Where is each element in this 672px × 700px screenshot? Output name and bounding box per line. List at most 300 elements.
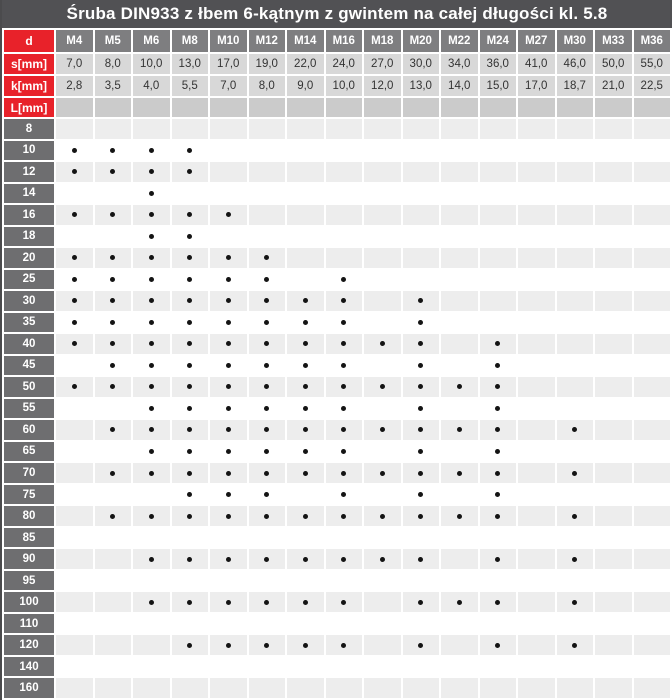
availability-cell-M22-L20 xyxy=(441,248,478,268)
availability-cell-M14-L30 xyxy=(287,291,324,311)
k-value-M22: 14,0 xyxy=(441,76,478,96)
availability-cell-M24-L110 xyxy=(480,614,517,634)
availability-cell-M36-L30 xyxy=(634,291,671,311)
availability-cell-M36-L140 xyxy=(634,657,671,677)
availability-cell-M33-L75 xyxy=(595,485,632,505)
availability-cell-M16-L70 xyxy=(326,463,363,483)
l-label: L[mm] xyxy=(4,98,54,117)
availability-dot-icon xyxy=(226,255,231,260)
availability-dot-icon xyxy=(418,449,423,454)
availability-cell-M22-L25 xyxy=(441,270,478,290)
availability-cell-M8-L35 xyxy=(172,313,209,333)
availability-dot-icon xyxy=(264,427,269,432)
size-header-M5: M5 xyxy=(95,30,132,52)
availability-cell-M4-L120 xyxy=(56,635,93,655)
availability-dot-icon xyxy=(226,320,231,325)
length-label-160: 160 xyxy=(4,678,54,698)
availability-cell-M12-L160 xyxy=(249,678,286,698)
availability-cell-M14-L60 xyxy=(287,420,324,440)
availability-dot-icon xyxy=(341,471,346,476)
availability-cell-M20-L45 xyxy=(403,356,440,376)
availability-cell-M30-L110 xyxy=(557,614,594,634)
availability-cell-M16-L16 xyxy=(326,205,363,225)
availability-cell-M30-L35 xyxy=(557,313,594,333)
availability-cell-M6-L65 xyxy=(133,442,170,462)
availability-cell-M20-L12 xyxy=(403,162,440,182)
availability-dot-icon xyxy=(264,492,269,497)
k-dimension-row xyxy=(4,76,670,96)
availability-cell-M33-L16 xyxy=(595,205,632,225)
availability-cell-M18-L60 xyxy=(364,420,401,440)
availability-dot-icon xyxy=(187,255,192,260)
availability-cell-M22-L10 xyxy=(441,141,478,161)
availability-cell-M14-L25 xyxy=(287,270,324,290)
availability-dot-icon xyxy=(72,320,77,325)
availability-cell-M22-L55 xyxy=(441,399,478,419)
availability-cell-M33-L40 xyxy=(595,334,632,354)
availability-cell-M24-L14 xyxy=(480,184,517,204)
availability-cell-M33-L120 xyxy=(595,635,632,655)
availability-dot-icon xyxy=(149,427,154,432)
availability-cell-M14-L40 xyxy=(287,334,324,354)
s-value-M14: 22,0 xyxy=(287,54,324,74)
availability-dot-icon xyxy=(341,406,346,411)
availability-cell-M8-L20 xyxy=(172,248,209,268)
availability-cell-M30-L20 xyxy=(557,248,594,268)
availability-cell-M4-L14 xyxy=(56,184,93,204)
availability-cell-M12-L8 xyxy=(249,119,286,139)
availability-cell-M30-L18 xyxy=(557,227,594,247)
availability-cell-M5-L100 xyxy=(95,592,132,612)
availability-dot-icon xyxy=(303,363,308,368)
availability-cell-M16-L30 xyxy=(326,291,363,311)
availability-dot-icon xyxy=(572,557,577,562)
k-value-M6: 4,0 xyxy=(133,76,170,96)
availability-cell-M20-L80 xyxy=(403,506,440,526)
availability-cell-M8-L85 xyxy=(172,528,209,548)
availability-cell-M8-L110 xyxy=(172,614,209,634)
availability-cell-M18-L160 xyxy=(364,678,401,698)
availability-dot-icon xyxy=(572,600,577,605)
availability-cell-M10-L25 xyxy=(210,270,247,290)
availability-dot-icon xyxy=(572,427,577,432)
availability-dot-icon xyxy=(495,600,500,605)
availability-cell-M8-L50 xyxy=(172,377,209,397)
s-value-M33: 50,0 xyxy=(595,54,632,74)
availability-dot-icon xyxy=(418,320,423,325)
availability-cell-M36-L14 xyxy=(634,184,671,204)
availability-cell-M33-L50 xyxy=(595,377,632,397)
availability-cell-M12-L120 xyxy=(249,635,286,655)
availability-cell-M33-L30 xyxy=(595,291,632,311)
availability-dot-icon xyxy=(418,406,423,411)
availability-cell-M10-L12 xyxy=(210,162,247,182)
availability-cell-M14-L55 xyxy=(287,399,324,419)
availability-cell-M33-L25 xyxy=(595,270,632,290)
availability-dot-icon xyxy=(149,600,154,605)
availability-cell-M8-L25 xyxy=(172,270,209,290)
s-value-M8: 13,0 xyxy=(172,54,209,74)
size-header-M6: M6 xyxy=(133,30,170,52)
availability-cell-M22-L14 xyxy=(441,184,478,204)
availability-cell-M5-L20 xyxy=(95,248,132,268)
availability-dot-icon xyxy=(495,557,500,562)
s-label: s[mm] xyxy=(4,54,54,74)
availability-cell-M10-L85 xyxy=(210,528,247,548)
availability-dot-icon xyxy=(226,427,231,432)
availability-dot-icon xyxy=(149,384,154,389)
availability-cell-M5-L50 xyxy=(95,377,132,397)
availability-cell-M24-L8 xyxy=(480,119,517,139)
availability-dot-icon xyxy=(495,492,500,497)
availability-cell-M10-L18 xyxy=(210,227,247,247)
availability-cell-M30-L120 xyxy=(557,635,594,655)
availability-cell-M5-L110 xyxy=(95,614,132,634)
availability-cell-M8-L14 xyxy=(172,184,209,204)
availability-cell-M4-L80 xyxy=(56,506,93,526)
availability-cell-M18-L14 xyxy=(364,184,401,204)
size-header-M16: M16 xyxy=(326,30,363,52)
availability-dot-icon xyxy=(110,277,115,282)
l-header-cell xyxy=(518,98,555,117)
availability-dot-icon xyxy=(72,298,77,303)
availability-dot-icon xyxy=(418,643,423,648)
availability-cell-M22-L12 xyxy=(441,162,478,182)
availability-cell-M18-L45 xyxy=(364,356,401,376)
availability-cell-M30-L10 xyxy=(557,141,594,161)
length-row-70 xyxy=(4,463,670,483)
availability-dot-icon xyxy=(187,471,192,476)
availability-cell-M8-L16 xyxy=(172,205,209,225)
availability-cell-M16-L110 xyxy=(326,614,363,634)
l-header-cell xyxy=(595,98,632,117)
availability-dot-icon xyxy=(226,212,231,217)
availability-cell-M24-L140 xyxy=(480,657,517,677)
availability-cell-M12-L90 xyxy=(249,549,286,569)
availability-dot-icon xyxy=(380,514,385,519)
availability-cell-M36-L90 xyxy=(634,549,671,569)
length-row-95 xyxy=(4,571,670,591)
availability-cell-M12-L65 xyxy=(249,442,286,462)
page-title: Śruba DIN933 z łbem 6-kątnym z gwintem na całej długości kl. 5.8 xyxy=(2,0,672,28)
l-header-cell xyxy=(210,98,247,117)
l-header-cell xyxy=(403,98,440,117)
availability-dot-icon xyxy=(187,234,192,239)
availability-cell-M5-L10 xyxy=(95,141,132,161)
availability-dot-icon xyxy=(303,449,308,454)
k-value-M12: 8,0 xyxy=(249,76,286,96)
availability-cell-M27-L40 xyxy=(518,334,555,354)
length-label-70: 70 xyxy=(4,463,54,483)
availability-cell-M6-L50 xyxy=(133,377,170,397)
availability-cell-M16-L100 xyxy=(326,592,363,612)
availability-cell-M6-L18 xyxy=(133,227,170,247)
l-header-cell xyxy=(56,98,93,117)
availability-cell-M36-L25 xyxy=(634,270,671,290)
availability-cell-M10-L14 xyxy=(210,184,247,204)
availability-cell-M20-L8 xyxy=(403,119,440,139)
availability-cell-M24-L160 xyxy=(480,678,517,698)
availability-cell-M10-L8 xyxy=(210,119,247,139)
s-value-M6: 10,0 xyxy=(133,54,170,74)
availability-cell-M12-L18 xyxy=(249,227,286,247)
availability-dot-icon xyxy=(572,471,577,476)
k-value-M18: 12,0 xyxy=(364,76,401,96)
availability-cell-M12-L70 xyxy=(249,463,286,483)
availability-cell-M12-L14 xyxy=(249,184,286,204)
availability-cell-M20-L90 xyxy=(403,549,440,569)
k-value-M27: 17,0 xyxy=(518,76,555,96)
availability-cell-M16-L65 xyxy=(326,442,363,462)
availability-cell-M24-L80 xyxy=(480,506,517,526)
size-header-M36: M36 xyxy=(634,30,671,52)
availability-dot-icon xyxy=(303,341,308,346)
availability-cell-M36-L18 xyxy=(634,227,671,247)
availability-dot-icon xyxy=(341,514,346,519)
availability-cell-M10-L110 xyxy=(210,614,247,634)
availability-cell-M10-L50 xyxy=(210,377,247,397)
availability-dot-icon xyxy=(264,449,269,454)
k-value-M36: 22,5 xyxy=(634,76,671,96)
availability-cell-M20-L70 xyxy=(403,463,440,483)
availability-cell-M5-L25 xyxy=(95,270,132,290)
availability-cell-M16-L50 xyxy=(326,377,363,397)
availability-dot-icon xyxy=(149,191,154,196)
availability-cell-M27-L16 xyxy=(518,205,555,225)
availability-cell-M5-L35 xyxy=(95,313,132,333)
availability-cell-M8-L40 xyxy=(172,334,209,354)
availability-cell-M4-L40 xyxy=(56,334,93,354)
availability-dot-icon xyxy=(72,212,77,217)
availability-cell-M12-L40 xyxy=(249,334,286,354)
availability-cell-M24-L70 xyxy=(480,463,517,483)
availability-cell-M8-L45 xyxy=(172,356,209,376)
availability-cell-M6-L45 xyxy=(133,356,170,376)
availability-cell-M30-L25 xyxy=(557,270,594,290)
availability-dot-icon xyxy=(187,341,192,346)
availability-cell-M8-L30 xyxy=(172,291,209,311)
availability-dot-icon xyxy=(187,212,192,217)
availability-cell-M27-L60 xyxy=(518,420,555,440)
availability-dot-icon xyxy=(418,514,423,519)
availability-cell-M16-L12 xyxy=(326,162,363,182)
availability-cell-M8-L80 xyxy=(172,506,209,526)
availability-cell-M4-L100 xyxy=(56,592,93,612)
availability-cell-M4-L55 xyxy=(56,399,93,419)
availability-cell-M6-L70 xyxy=(133,463,170,483)
availability-cell-M33-L18 xyxy=(595,227,632,247)
availability-cell-M30-L12 xyxy=(557,162,594,182)
availability-dot-icon xyxy=(457,427,462,432)
availability-cell-M36-L80 xyxy=(634,506,671,526)
l-header-cell xyxy=(326,98,363,117)
availability-cell-M16-L120 xyxy=(326,635,363,655)
availability-cell-M4-L110 xyxy=(56,614,93,634)
availability-cell-M6-L75 xyxy=(133,485,170,505)
availability-cell-M16-L85 xyxy=(326,528,363,548)
availability-cell-M5-L120 xyxy=(95,635,132,655)
length-label-120: 120 xyxy=(4,635,54,655)
availability-cell-M20-L120 xyxy=(403,635,440,655)
availability-cell-M36-L95 xyxy=(634,571,671,591)
availability-dot-icon xyxy=(380,471,385,476)
availability-cell-M36-L110 xyxy=(634,614,671,634)
availability-cell-M16-L25 xyxy=(326,270,363,290)
availability-dot-icon xyxy=(341,277,346,282)
l-header-cell xyxy=(133,98,170,117)
k-value-M30: 18,7 xyxy=(557,76,594,96)
availability-cell-M14-L100 xyxy=(287,592,324,612)
availability-cell-M5-L65 xyxy=(95,442,132,462)
availability-cell-M24-L12 xyxy=(480,162,517,182)
length-row-8 xyxy=(4,119,670,139)
availability-dot-icon xyxy=(341,449,346,454)
availability-dot-icon xyxy=(303,600,308,605)
availability-cell-M36-L35 xyxy=(634,313,671,333)
length-row-75 xyxy=(4,485,670,505)
availability-cell-M27-L14 xyxy=(518,184,555,204)
availability-cell-M27-L12 xyxy=(518,162,555,182)
availability-cell-M24-L16 xyxy=(480,205,517,225)
availability-cell-M18-L40 xyxy=(364,334,401,354)
l-header-cell xyxy=(95,98,132,117)
availability-dot-icon xyxy=(303,427,308,432)
availability-dot-icon xyxy=(418,363,423,368)
availability-cell-M4-L50 xyxy=(56,377,93,397)
availability-cell-M36-L160 xyxy=(634,678,671,698)
l-header-cell xyxy=(249,98,286,117)
availability-cell-M5-L12 xyxy=(95,162,132,182)
availability-dot-icon xyxy=(380,341,385,346)
availability-cell-M4-L60 xyxy=(56,420,93,440)
availability-dot-icon xyxy=(264,298,269,303)
availability-cell-M27-L50 xyxy=(518,377,555,397)
availability-cell-M36-L60 xyxy=(634,420,671,440)
availability-cell-M22-L35 xyxy=(441,313,478,333)
availability-cell-M18-L120 xyxy=(364,635,401,655)
availability-cell-M30-L14 xyxy=(557,184,594,204)
length-label-10: 10 xyxy=(4,141,54,161)
length-label-90: 90 xyxy=(4,549,54,569)
availability-cell-M36-L40 xyxy=(634,334,671,354)
availability-dot-icon xyxy=(187,600,192,605)
length-label-110: 110 xyxy=(4,614,54,634)
availability-cell-M4-L25 xyxy=(56,270,93,290)
availability-dot-icon xyxy=(341,363,346,368)
availability-cell-M30-L16 xyxy=(557,205,594,225)
availability-cell-M30-L65 xyxy=(557,442,594,462)
availability-dot-icon xyxy=(187,449,192,454)
availability-dot-icon xyxy=(149,212,154,217)
k-value-M5: 3,5 xyxy=(95,76,132,96)
availability-dot-icon xyxy=(187,298,192,303)
availability-cell-M14-L35 xyxy=(287,313,324,333)
availability-dot-icon xyxy=(418,492,423,497)
l-header-cell xyxy=(441,98,478,117)
size-header-M22: M22 xyxy=(441,30,478,52)
availability-cell-M14-L45 xyxy=(287,356,324,376)
length-row-65 xyxy=(4,442,670,462)
length-row-14 xyxy=(4,184,670,204)
availability-cell-M8-L18 xyxy=(172,227,209,247)
availability-dot-icon xyxy=(226,277,231,282)
availability-cell-M10-L80 xyxy=(210,506,247,526)
length-row-45 xyxy=(4,356,670,376)
availability-cell-M18-L10 xyxy=(364,141,401,161)
availability-cell-M36-L85 xyxy=(634,528,671,548)
availability-cell-M5-L70 xyxy=(95,463,132,483)
size-header-M10: M10 xyxy=(210,30,247,52)
availability-cell-M5-L8 xyxy=(95,119,132,139)
availability-cell-M16-L40 xyxy=(326,334,363,354)
availability-cell-M4-L95 xyxy=(56,571,93,591)
availability-cell-M4-L20 xyxy=(56,248,93,268)
availability-cell-M10-L35 xyxy=(210,313,247,333)
availability-cell-M27-L35 xyxy=(518,313,555,333)
availability-cell-M8-L95 xyxy=(172,571,209,591)
availability-cell-M20-L50 xyxy=(403,377,440,397)
s-value-M20: 30,0 xyxy=(403,54,440,74)
availability-dot-icon xyxy=(110,514,115,519)
availability-cell-M6-L40 xyxy=(133,334,170,354)
availability-cell-M24-L65 xyxy=(480,442,517,462)
availability-cell-M14-L80 xyxy=(287,506,324,526)
length-row-10 xyxy=(4,141,670,161)
availability-cell-M33-L14 xyxy=(595,184,632,204)
availability-cell-M18-L65 xyxy=(364,442,401,462)
availability-cell-M18-L12 xyxy=(364,162,401,182)
s-value-M18: 27,0 xyxy=(364,54,401,74)
length-label-30: 30 xyxy=(4,291,54,311)
availability-dot-icon xyxy=(495,384,500,389)
availability-dot-icon xyxy=(418,341,423,346)
length-label-8: 8 xyxy=(4,119,54,139)
availability-dot-icon xyxy=(341,557,346,562)
length-label-55: 55 xyxy=(4,399,54,419)
availability-cell-M8-L120 xyxy=(172,635,209,655)
availability-cell-M16-L160 xyxy=(326,678,363,698)
din933-availability-table xyxy=(2,28,672,700)
length-label-75: 75 xyxy=(4,485,54,505)
availability-cell-M6-L95 xyxy=(133,571,170,591)
availability-cell-M33-L70 xyxy=(595,463,632,483)
availability-dot-icon xyxy=(341,298,346,303)
availability-cell-M8-L75 xyxy=(172,485,209,505)
availability-dot-icon xyxy=(457,600,462,605)
length-row-16 xyxy=(4,205,670,225)
availability-cell-M22-L160 xyxy=(441,678,478,698)
availability-cell-M27-L160 xyxy=(518,678,555,698)
s-value-M27: 41,0 xyxy=(518,54,555,74)
availability-cell-M12-L75 xyxy=(249,485,286,505)
availability-cell-M33-L80 xyxy=(595,506,632,526)
availability-cell-M27-L45 xyxy=(518,356,555,376)
availability-dot-icon xyxy=(226,298,231,303)
availability-cell-M14-L18 xyxy=(287,227,324,247)
availability-cell-M20-L35 xyxy=(403,313,440,333)
availability-dot-icon xyxy=(110,298,115,303)
k-value-M24: 15,0 xyxy=(480,76,517,96)
availability-cell-M8-L160 xyxy=(172,678,209,698)
length-row-160 xyxy=(4,678,670,698)
availability-cell-M27-L25 xyxy=(518,270,555,290)
availability-cell-M8-L10 xyxy=(172,141,209,161)
availability-cell-M14-L65 xyxy=(287,442,324,462)
k-value-M16: 10,0 xyxy=(326,76,363,96)
availability-dot-icon xyxy=(380,557,385,562)
length-label-18: 18 xyxy=(4,227,54,247)
availability-dot-icon xyxy=(380,384,385,389)
